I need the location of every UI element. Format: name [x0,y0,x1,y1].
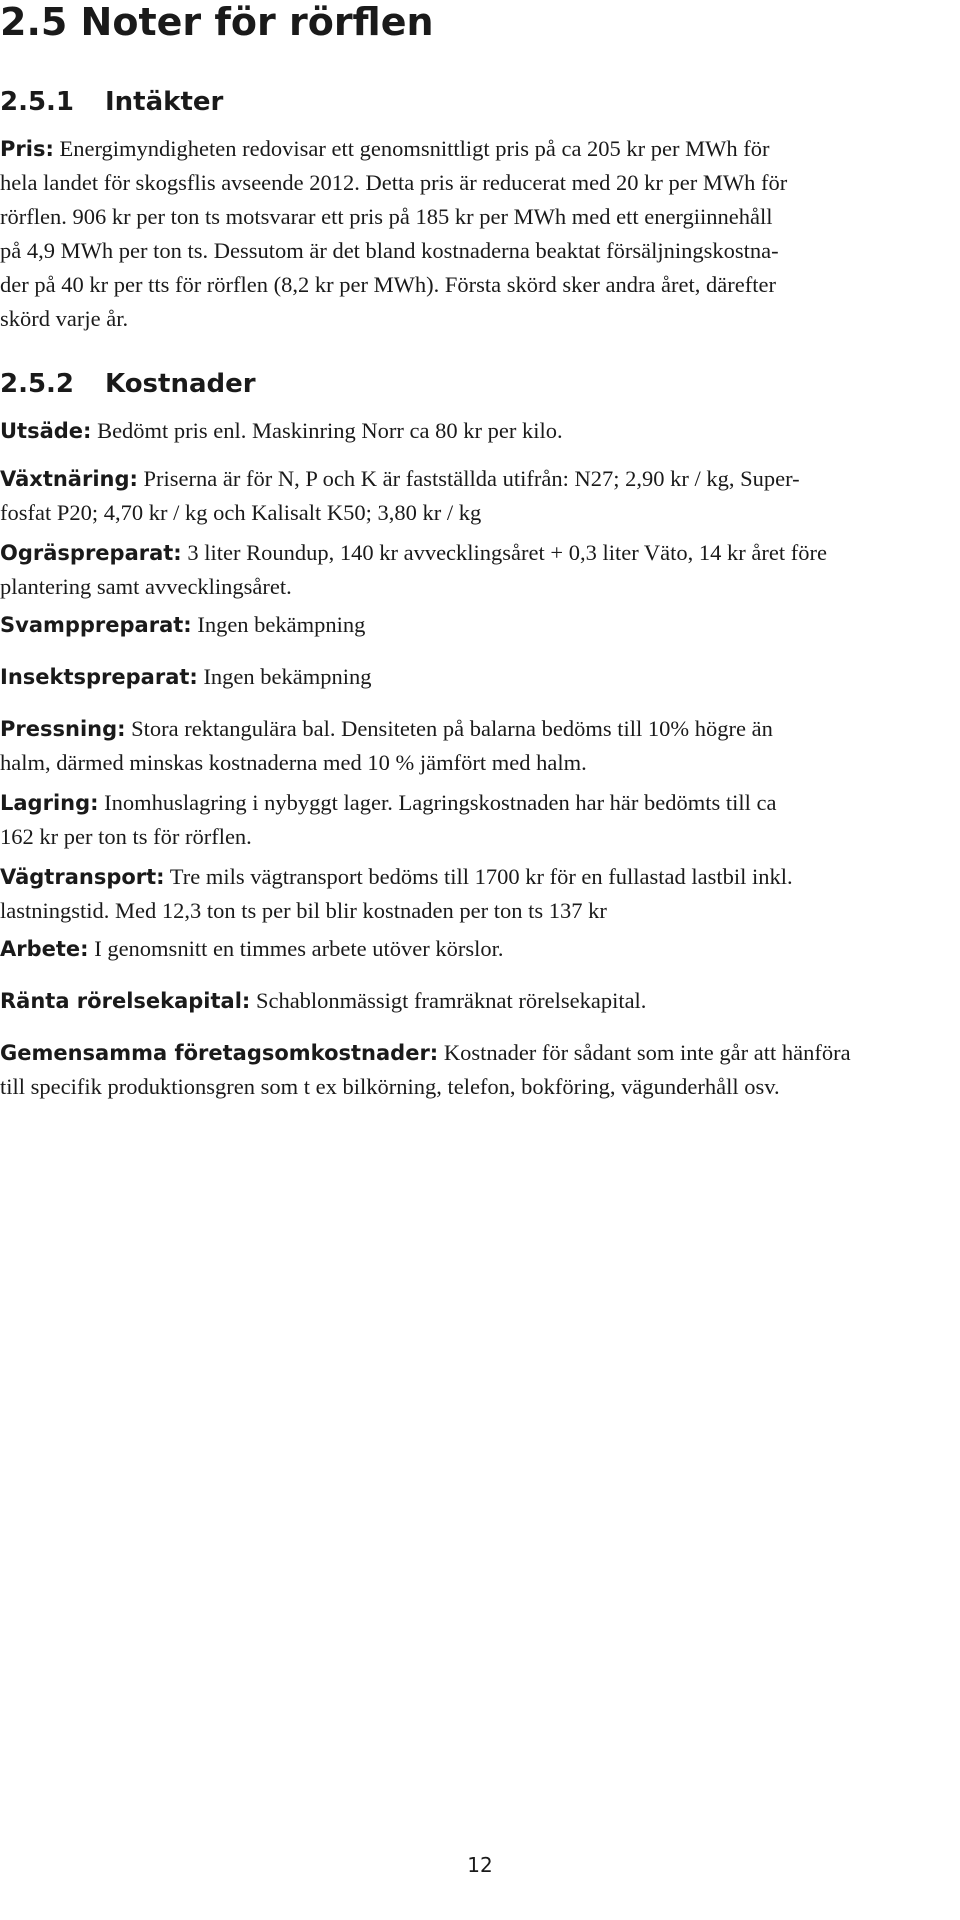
subsection-title: Intäkter [105,87,224,117]
paragraph-text: Schablonmässigt framräknat rörelsekapital. [250,988,647,1013]
paragraph-line: fosfat P20; 4,70 kr / kg och Kalisalt K50; 3,80 kr / kg [0,500,482,525]
subsection-heading-intakter [0,86,223,118]
paragraph-gemensamma-foretagsomkostnader [0,1036,956,1104]
subsection-heading-kostnader [0,368,256,400]
paragraph-term: Ränta rörelsekapital: [0,989,251,1013]
paragraph-term: Ogräspreparat: [0,541,182,565]
paragraph-text: Bedömt pris enl. Maskinring Norr ca 80 kr per kilo. [91,418,563,443]
paragraph-pris [0,132,956,336]
paragraph-term: Arbete: [0,937,89,961]
paragraph-arbete [0,932,956,966]
paragraph-insektspreparat [0,660,956,694]
paragraph-line: lastningstid. Med 12,3 ton ts per bil blir kostnaden per ton ts 137 kr [0,898,607,923]
paragraph-line: rörflen. 906 kr per ton ts motsvarar ett pris på 185 kr per MWh med ett energiinnehåll [0,204,773,229]
paragraph-line [0,984,956,1018]
paragraph-term: Pris: [0,137,54,161]
paragraph-text: Ingen bekämpning [197,664,372,689]
paragraph-term: Utsäde: [0,419,92,443]
paragraph-utsade [0,414,956,448]
paragraph-line [0,660,956,694]
paragraph-line [0,786,956,820]
paragraph-text: Ingen bekämpning [191,612,366,637]
paragraph-vagtransport [0,860,956,928]
paragraph-term: Insektspreparat: [0,665,198,689]
paragraph-line: plantering samt avvecklingsåret. [0,574,292,599]
paragraph-term: Växtnäring: [0,467,138,491]
paragraph-text: Tre mils vägtransport bedöms till 1700 kr för en fullastad lastbil inkl. [164,864,793,889]
paragraph-text: Kostnader för sådant som inte går att hänföra [438,1040,851,1065]
paragraph-line [0,414,956,448]
paragraph-line [0,932,956,966]
paragraph-lagring [0,786,956,854]
paragraph-term: Gemensamma företagsomkostnader: [0,1041,439,1065]
paragraph-text: Energimyndigheten redovisar ett genomsnittligt pris på ca 205 kr per MWh för [53,136,770,161]
paragraph-text: Priserna är för N, P och K är fastställda utifrån: N27; 2,90 kr / kg, Super- [137,466,800,491]
paragraph-text: I genomsnitt en timmes arbete utöver körslor. [88,936,504,961]
paragraph-line: skörd varje år. [0,306,129,331]
paragraph-term: Svamppreparat: [0,613,192,637]
paragraph-text: Inomhuslagring i nybyggt lager. Lagringskostnaden har här bedömts till ca [98,790,777,815]
paragraph-vaxtnaring [0,462,956,530]
paragraph-svamppreparat [0,608,956,642]
paragraph-line [0,132,956,166]
paragraph-ranta-rorelsekapital [0,984,956,1018]
paragraph-line: der på 40 kr per tts för rörflen (8,2 kr per MWh). Första skörd sker andra året, därefter [0,272,776,297]
paragraph-line [0,712,956,746]
subsection-title: Kostnader [105,369,256,399]
paragraph-ograspreparat [0,536,956,604]
paragraph-line: till specifik produktionsgren som t ex bilkörning, telefon, bokföring, vägunderhåll osv. [0,1074,780,1099]
paragraph-line: halm, därmed minskas kostnaderna med 10 % jämfört med halm. [0,750,587,775]
paragraph-text: Stora rektangulära bal. Densiteten på balarna bedöms till 10% högre än [125,716,773,741]
paragraph-line [0,1036,956,1070]
paragraph-line: 162 kr per ton ts för rörflen. [0,824,252,849]
paragraph-line [0,536,956,570]
paragraph-line [0,860,956,894]
paragraph-line [0,608,956,642]
paragraph-term: Pressning: [0,717,126,741]
section-heading: 2.5 Noter för rörflen [0,0,434,44]
paragraph-line: hela landet för skogsflis avseende 2012. Detta pris är reducerat med 20 kr per MWh för [0,170,788,195]
paragraph-line [0,462,956,496]
paragraph-pressning [0,712,956,780]
subsection-number: 2.5.2 [0,369,75,399]
subsection-number: 2.5.1 [0,87,75,117]
paragraph-text: 3 liter Roundup, 140 kr avvecklingsåret + 0,3 liter Väto, 14 kr året före [181,540,827,565]
paragraph-term: Lagring: [0,791,99,815]
page-number: 12 [467,1853,493,1877]
paragraph-term: Vägtransport: [0,865,165,889]
paragraph-line: på 4,9 MWh per ton ts. Dessutom är det bland kostnaderna beaktat försäljningskostna- [0,238,779,263]
